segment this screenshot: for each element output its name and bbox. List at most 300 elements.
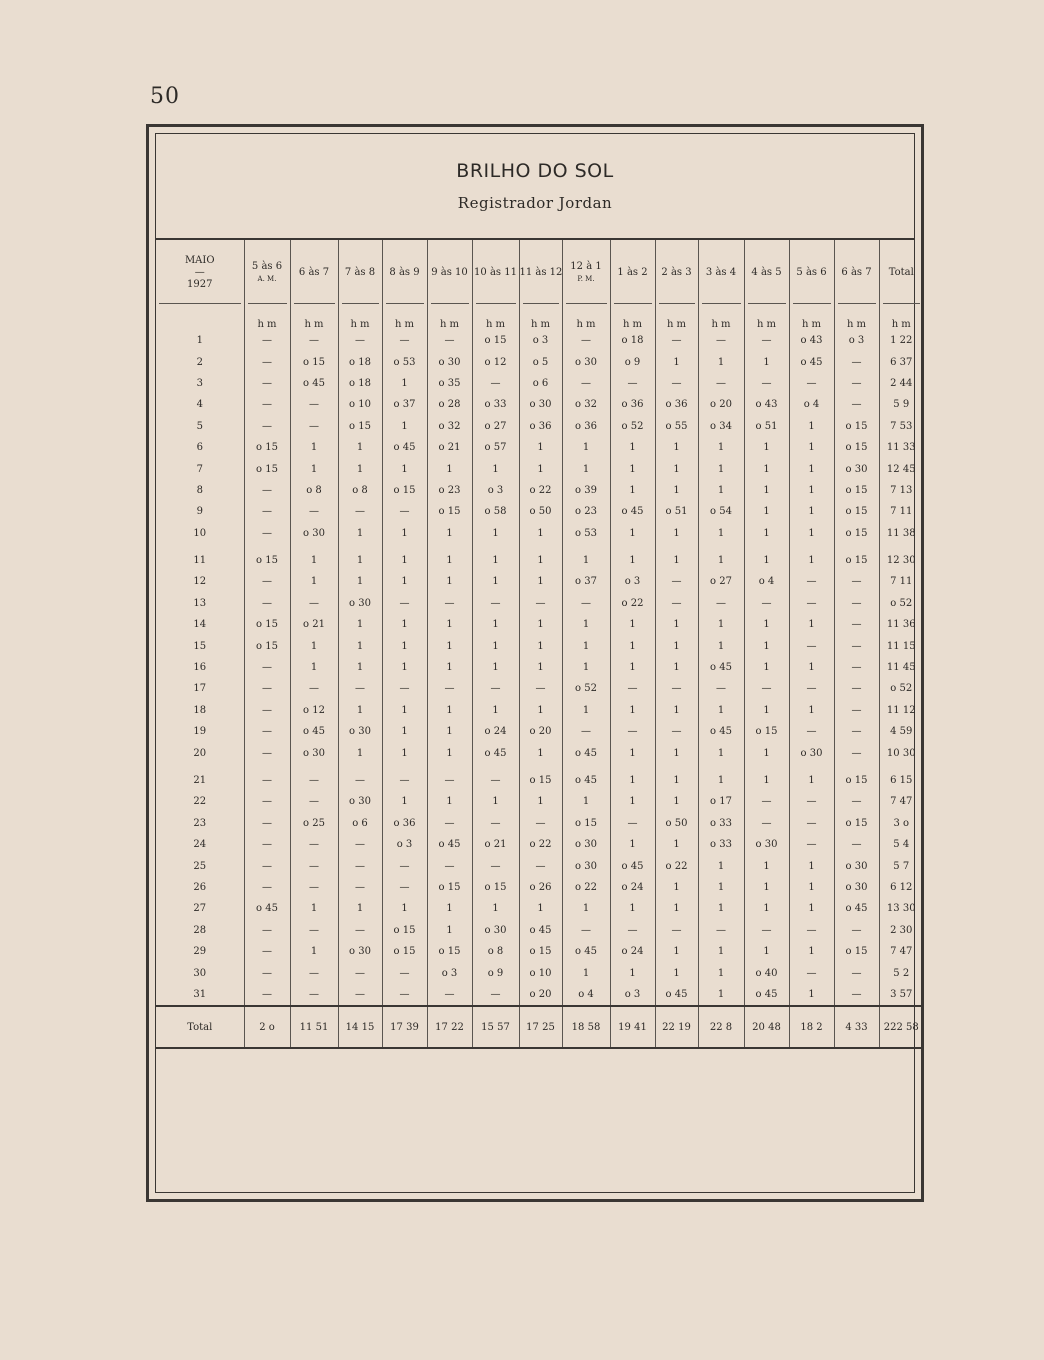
value-cell: 1 <box>562 657 610 678</box>
value-cell: 1 <box>427 657 472 678</box>
value-cell: — <box>244 373 290 394</box>
header-col-label: 5 às 6 <box>251 261 283 272</box>
value-cell: o 37 <box>382 394 427 415</box>
header-col-label: 6 às 7 <box>298 267 330 278</box>
value-cell: — <box>472 984 519 1006</box>
header-underline <box>431 303 469 304</box>
value-cell: 1 <box>290 571 338 592</box>
value-cell: — <box>789 593 834 614</box>
value-cell: o 30 <box>519 394 562 415</box>
day-cell: 20 <box>193 747 207 759</box>
value-cell: 1 <box>562 635 610 656</box>
table-row <box>156 984 923 1006</box>
value-cell: 1 <box>519 657 562 678</box>
value-cell: 1 <box>789 657 834 678</box>
value-cell: 1 <box>519 544 562 571</box>
totals-label: Total <box>156 1006 244 1048</box>
table-frame <box>146 124 924 1202</box>
value-cell: — <box>744 791 789 812</box>
value-cell: 1 <box>655 941 698 962</box>
value-cell: o 37 <box>562 571 610 592</box>
units-cell: h m <box>427 306 472 330</box>
value-cell: o 45 <box>562 764 610 791</box>
value-cell: — <box>562 920 610 941</box>
value-cell: — <box>244 523 290 544</box>
units-cell: h m <box>655 306 698 330</box>
value-cell: 1 <box>610 614 655 635</box>
value-cell: o 15 <box>382 480 427 501</box>
value-cell: — <box>562 330 610 351</box>
table-row <box>156 898 923 919</box>
value-cell: o 15 <box>744 721 789 742</box>
header-col-label: 2 às 3 <box>661 267 692 278</box>
value-cell: — <box>610 813 655 834</box>
header-col-5 <box>427 240 472 306</box>
value-cell: 1 <box>698 855 744 876</box>
value-cell: o 5 <box>519 351 562 372</box>
value-cell: o 10 <box>338 394 382 415</box>
value-cell: — <box>338 877 382 898</box>
value-cell: o 45 <box>698 721 744 742</box>
value-cell: 1 <box>338 898 382 919</box>
header-col-label: 6 às 7 <box>841 267 872 278</box>
value-cell: o 50 <box>655 813 698 834</box>
value-cell: o 45 <box>698 657 744 678</box>
value-cell: o 36 <box>655 394 698 415</box>
value-cell: 1 <box>427 898 472 919</box>
value-cell: o 15 <box>834 813 879 834</box>
value-cell: o 32 <box>562 394 610 415</box>
value-cell: o 15 <box>834 501 879 522</box>
value-cell: — <box>427 764 472 791</box>
value-cell: 1 <box>789 877 834 898</box>
header-col-9 <box>610 240 655 306</box>
value-cell: — <box>290 877 338 898</box>
day-cell: 9 <box>196 506 203 518</box>
value-cell: 1 <box>698 351 744 372</box>
value-cell: 1 <box>698 962 744 983</box>
value-cell: 1 <box>655 877 698 898</box>
value-cell: — <box>789 373 834 394</box>
table-row <box>156 416 923 437</box>
value-cell: 1 <box>427 458 472 479</box>
value-cell: 1 <box>789 523 834 544</box>
header-underline <box>702 303 741 304</box>
totals-cell: 22 8 <box>698 1006 744 1048</box>
value-cell: o 15 <box>427 941 472 962</box>
value-cell: 1 <box>338 657 382 678</box>
value-cell: — <box>382 764 427 791</box>
table-row <box>156 330 923 351</box>
value-cell: 1 <box>472 571 519 592</box>
value-cell: 1 <box>472 700 519 721</box>
header-col-8 <box>562 240 610 306</box>
header-row <box>156 240 923 306</box>
value-cell: o 22 <box>519 480 562 501</box>
value-cell: — <box>744 678 789 699</box>
units-cell: h m <box>789 306 834 330</box>
value-cell: o 45 <box>789 351 834 372</box>
header-underline <box>614 303 652 304</box>
value-cell: 1 <box>610 962 655 983</box>
value-cell: — <box>244 941 290 962</box>
value-cell: o 36 <box>610 394 655 415</box>
value-cell: o 21 <box>290 614 338 635</box>
value-cell: — <box>834 394 879 415</box>
value-cell: 1 <box>655 657 698 678</box>
value-cell: o 18 <box>338 351 382 372</box>
value-cell: — <box>290 834 338 855</box>
value-cell: — <box>789 813 834 834</box>
value-cell: 3 o <box>879 813 923 834</box>
value-cell: o 15 <box>382 920 427 941</box>
value-cell: — <box>744 813 789 834</box>
value-cell: — <box>610 920 655 941</box>
value-cell: o 52 <box>562 678 610 699</box>
units-cell: h m <box>698 306 744 330</box>
value-cell: — <box>789 571 834 592</box>
value-cell: — <box>290 920 338 941</box>
header-col-10 <box>655 240 698 306</box>
day-cell: 22 <box>193 796 207 808</box>
value-cell: 1 <box>698 544 744 571</box>
value-cell: o 9 <box>610 351 655 372</box>
day-cell: 3 <box>196 377 203 389</box>
value-cell: — <box>789 635 834 656</box>
value-cell: — <box>290 764 338 791</box>
value-cell: o 57 <box>472 437 519 458</box>
value-cell: — <box>834 373 879 394</box>
value-cell: o 15 <box>519 941 562 962</box>
header-col-1 <box>244 240 290 306</box>
day-cell: 13 <box>193 597 207 609</box>
value-cell: 1 <box>382 416 427 437</box>
value-cell: — <box>244 678 290 699</box>
value-cell: o 45 <box>744 984 789 1006</box>
value-cell: — <box>382 962 427 983</box>
value-cell: 1 <box>698 635 744 656</box>
value-cell: o 22 <box>562 877 610 898</box>
value-cell: o 15 <box>834 480 879 501</box>
table-row <box>156 877 923 898</box>
value-cell: 1 <box>472 523 519 544</box>
value-cell: — <box>789 721 834 742</box>
table-header <box>156 240 923 306</box>
value-cell: — <box>744 593 789 614</box>
value-cell: o 22 <box>655 855 698 876</box>
value-cell: — <box>655 373 698 394</box>
totals-cell: 15 57 <box>472 1006 519 1048</box>
value-cell: 1 <box>382 742 427 763</box>
value-cell: — <box>244 416 290 437</box>
value-cell: — <box>427 678 472 699</box>
table-row <box>156 791 923 812</box>
value-cell: — <box>244 764 290 791</box>
value-cell: — <box>698 330 744 351</box>
value-cell: o 30 <box>834 458 879 479</box>
totals-cell: 18 2 <box>789 1006 834 1048</box>
value-cell: — <box>338 501 382 522</box>
value-cell: — <box>610 721 655 742</box>
value-cell: 1 <box>427 791 472 812</box>
value-cell: 1 <box>698 742 744 763</box>
value-cell: — <box>562 373 610 394</box>
value-cell: — <box>290 394 338 415</box>
value-cell: — <box>519 813 562 834</box>
value-cell: o 3 <box>610 984 655 1006</box>
value-cell: 1 <box>744 635 789 656</box>
header-col-6 <box>472 240 519 306</box>
table-row <box>156 373 923 394</box>
value-cell: 1 <box>338 458 382 479</box>
value-cell: 1 <box>290 657 338 678</box>
value-cell: 1 <box>655 834 698 855</box>
table-row <box>156 941 923 962</box>
value-cell: — <box>427 813 472 834</box>
header-underline <box>294 303 335 304</box>
value-cell: 13 30 <box>879 898 923 919</box>
header-col-label: 7 às 8 <box>344 267 376 278</box>
value-cell: 1 <box>744 351 789 372</box>
value-cell: o 8 <box>290 480 338 501</box>
value-cell: 1 <box>562 962 610 983</box>
table-row <box>156 721 923 742</box>
day-cell: 26 <box>193 881 207 893</box>
day-cell: 1 <box>196 335 203 347</box>
day-cell: 24 <box>193 839 207 851</box>
value-cell: — <box>290 962 338 983</box>
header-dash: — <box>194 267 205 278</box>
table-body <box>156 306 923 1006</box>
value-cell: — <box>290 593 338 614</box>
value-cell: o 15 <box>472 330 519 351</box>
totals-cell: 2 o <box>244 1006 290 1048</box>
value-cell: 1 <box>655 962 698 983</box>
units-cell: h m <box>744 306 789 330</box>
value-cell: — <box>382 984 427 1006</box>
totals-cell: 19 41 <box>610 1006 655 1048</box>
value-cell: 1 <box>744 941 789 962</box>
value-cell: — <box>562 593 610 614</box>
header-month-cell <box>156 240 244 306</box>
value-cell: 1 <box>744 898 789 919</box>
table-row <box>156 855 923 876</box>
day-cell: 14 <box>193 619 207 631</box>
value-cell: o 43 <box>744 394 789 415</box>
value-cell: 6 15 <box>879 764 923 791</box>
value-cell: 1 <box>744 480 789 501</box>
value-cell: 1 <box>338 614 382 635</box>
header-col-label: 12 à 1 <box>570 261 602 272</box>
value-cell: — <box>244 330 290 351</box>
value-cell: 1 <box>789 855 834 876</box>
value-cell: 1 <box>519 791 562 812</box>
value-cell: 1 <box>562 791 610 812</box>
value-cell: o 53 <box>382 351 427 372</box>
value-cell: o 45 <box>290 373 338 394</box>
units-cell: h m <box>244 306 290 330</box>
value-cell: o 27 <box>472 416 519 437</box>
value-cell: 1 <box>610 764 655 791</box>
value-cell: 1 <box>290 544 338 571</box>
value-cell: 1 <box>427 544 472 571</box>
value-cell: 1 <box>610 437 655 458</box>
value-cell: — <box>698 678 744 699</box>
value-cell: o 40 <box>744 962 789 983</box>
value-cell: — <box>244 877 290 898</box>
value-cell: o 45 <box>610 501 655 522</box>
value-cell: o 27 <box>698 571 744 592</box>
value-cell: 1 <box>610 635 655 656</box>
value-cell: — <box>472 813 519 834</box>
value-cell: — <box>744 373 789 394</box>
value-cell: 1 <box>519 700 562 721</box>
value-cell: 10 30 <box>879 742 923 763</box>
value-cell: — <box>834 742 879 763</box>
value-cell: 1 <box>427 614 472 635</box>
header-col-label: 3 às 4 <box>705 267 737 278</box>
header-year: 1927 <box>187 279 213 290</box>
header-col-11 <box>698 240 744 306</box>
header-underline <box>342 303 379 304</box>
value-cell: o 24 <box>610 941 655 962</box>
value-cell: 1 <box>698 984 744 1006</box>
value-cell: o 30 <box>427 351 472 372</box>
value-cell: — <box>834 962 879 983</box>
value-cell: 11 33 <box>879 437 923 458</box>
value-cell: o 34 <box>698 416 744 437</box>
day-cell: 7 <box>196 463 203 475</box>
day-cell: 6 <box>196 442 203 454</box>
value-cell: o 15 <box>244 437 290 458</box>
header-col-sub: A. M. <box>257 275 277 283</box>
value-cell: 7 11 <box>879 501 923 522</box>
units-cell: h m <box>290 306 338 330</box>
value-cell: 1 <box>655 791 698 812</box>
value-cell: 1 <box>789 984 834 1006</box>
value-cell: o 35 <box>427 373 472 394</box>
value-cell: 7 53 <box>879 416 923 437</box>
table-row <box>156 678 923 699</box>
day-cell: 31 <box>193 988 207 1000</box>
value-cell: — <box>789 834 834 855</box>
day-cell: 4 <box>196 399 203 411</box>
value-cell: — <box>427 984 472 1006</box>
table-row <box>156 544 923 571</box>
totals-cell: 17 39 <box>382 1006 427 1048</box>
value-cell: o 15 <box>382 941 427 962</box>
value-cell: — <box>834 351 879 372</box>
value-cell: — <box>290 330 338 351</box>
value-cell: 1 <box>290 635 338 656</box>
value-cell: — <box>338 984 382 1006</box>
value-cell: — <box>655 330 698 351</box>
value-cell: 1 <box>610 523 655 544</box>
value-cell: 1 <box>290 898 338 919</box>
value-cell: — <box>834 635 879 656</box>
value-cell: 1 <box>427 571 472 592</box>
value-cell: — <box>244 501 290 522</box>
value-cell: o 22 <box>519 834 562 855</box>
header-col-12 <box>744 240 789 306</box>
value-cell: o 45 <box>834 898 879 919</box>
value-cell: o 52 <box>879 593 923 614</box>
value-cell: — <box>290 855 338 876</box>
value-cell: — <box>744 920 789 941</box>
value-cell: 1 <box>744 855 789 876</box>
value-cell: 1 <box>382 721 427 742</box>
value-cell: — <box>472 855 519 876</box>
value-cell: o 43 <box>789 330 834 351</box>
value-cell: o 23 <box>427 480 472 501</box>
value-cell: o 30 <box>744 834 789 855</box>
value-cell: o 28 <box>427 394 472 415</box>
value-cell: — <box>834 834 879 855</box>
table-row <box>156 571 923 592</box>
value-cell: 7 11 <box>879 571 923 592</box>
value-cell: o 45 <box>562 742 610 763</box>
value-cell: — <box>834 791 879 812</box>
value-cell: o 3 <box>382 834 427 855</box>
value-cell: 1 <box>655 764 698 791</box>
value-cell: 1 <box>382 544 427 571</box>
value-cell: 1 <box>698 764 744 791</box>
value-cell: — <box>290 678 338 699</box>
value-cell: 7 47 <box>879 791 923 812</box>
value-cell: o 18 <box>610 330 655 351</box>
units-row <box>156 306 923 330</box>
value-cell: 1 <box>472 657 519 678</box>
value-cell: 1 <box>789 416 834 437</box>
value-cell: 1 <box>744 764 789 791</box>
value-cell: — <box>834 721 879 742</box>
value-cell: o 45 <box>472 742 519 763</box>
value-cell: — <box>610 373 655 394</box>
value-cell: 1 <box>519 898 562 919</box>
value-cell: o 15 <box>244 458 290 479</box>
value-cell: 2 30 <box>879 920 923 941</box>
value-cell: 1 <box>610 834 655 855</box>
value-cell: 1 <box>789 544 834 571</box>
value-cell: o 30 <box>834 855 879 876</box>
value-cell: — <box>290 501 338 522</box>
value-cell: o 15 <box>834 523 879 544</box>
day-cell: 23 <box>193 817 207 829</box>
value-cell: 1 <box>472 635 519 656</box>
header-col-label: 9 às 10 <box>431 267 468 278</box>
value-cell: 1 <box>519 437 562 458</box>
header-col-4 <box>382 240 427 306</box>
value-cell: o 30 <box>338 721 382 742</box>
value-cell: — <box>290 416 338 437</box>
day-cell: 28 <box>193 924 207 936</box>
value-cell: 1 <box>519 571 562 592</box>
value-cell: o 23 <box>562 501 610 522</box>
value-cell: 1 <box>698 614 744 635</box>
value-cell: o 45 <box>562 941 610 962</box>
value-cell: o 39 <box>562 480 610 501</box>
value-cell: — <box>834 571 879 592</box>
value-cell: — <box>698 373 744 394</box>
day-cell: 12 <box>193 576 207 588</box>
value-cell: o 9 <box>472 962 519 983</box>
value-cell: o 36 <box>519 416 562 437</box>
value-cell: o 30 <box>338 941 382 962</box>
value-cell: 12 30 <box>879 544 923 571</box>
value-cell: — <box>382 330 427 351</box>
totals-cell: 14 15 <box>338 1006 382 1048</box>
value-cell: 1 <box>610 544 655 571</box>
